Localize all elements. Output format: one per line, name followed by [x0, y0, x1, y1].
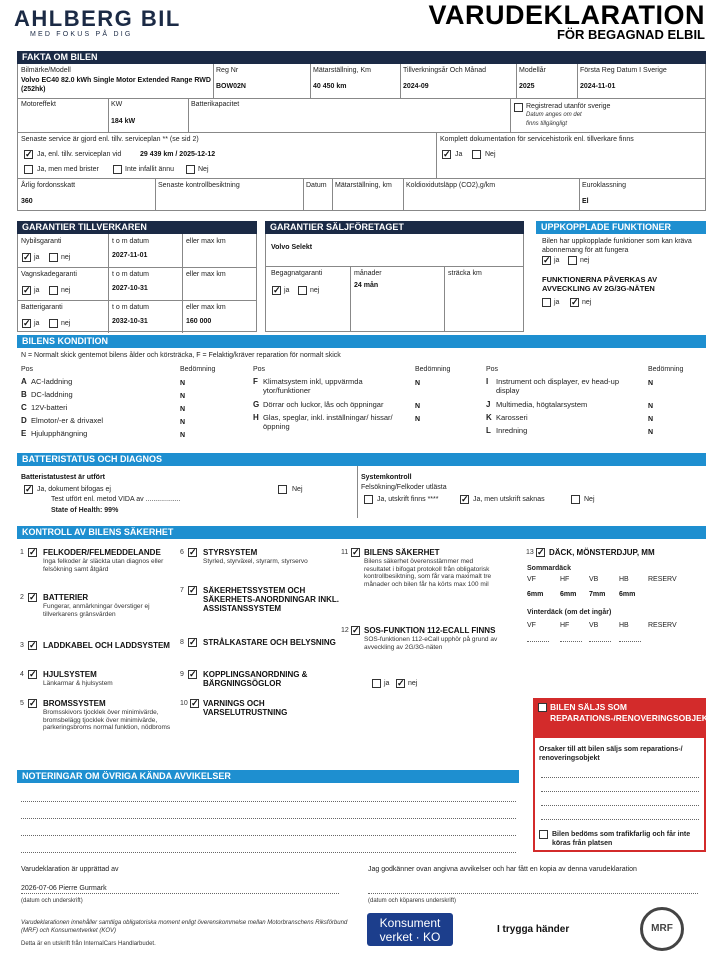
safety-item-number: 7 — [180, 587, 184, 594]
condition-letter: I — [486, 377, 489, 386]
modelyear-label: Modellår — [519, 67, 546, 74]
reparation-title: BILEN SÄLJS SOM REPARATIONS-/RENOVERINGSOBJEKT — [550, 702, 714, 723]
battery-test-label: Batteristatustest är utfört — [21, 474, 106, 481]
2g3g-no-checkbox[interactable]: ✓ — [571, 297, 579, 307]
warranty-label: Batterigaranti — [21, 304, 63, 311]
col-divider — [108, 267, 109, 300]
kondition-legend: N = Normalt skick gentemot bilens ålder och körsträcka, F = Felaktig/kräver reparation för normalt skick — [21, 352, 341, 359]
service-notdue-checkbox[interactable] — [113, 165, 122, 174]
safety-item-title: SOS-FUNKTION 112-ECALL FINNS — [364, 626, 496, 635]
registered-abroad-checkbox[interactable] — [514, 103, 523, 112]
unsafe-label: Bilen bedöms som trafikfarlig och får inte köras från platsen — [552, 831, 691, 847]
reg-label: Reg Nr — [216, 67, 239, 74]
trygga-text: I trygga händer — [497, 924, 570, 935]
section-noteringar-header: NOTERINGAR OM ÖVRIGA KÄNDA AVVIKELSER — [17, 770, 519, 783]
tire-col-winter: HB — [619, 622, 629, 629]
condition-item-label: Multimedia, högtalarsystem — [496, 400, 588, 409]
registered-abroad-label: Registrerad utanför sverige — [526, 103, 611, 110]
connected-no-checkbox[interactable] — [568, 256, 577, 265]
2g3g-yes-checkbox[interactable] — [542, 298, 551, 307]
safety-item-checkbox[interactable]: ✓ — [191, 698, 199, 708]
reg-value: BOW02N — [216, 83, 246, 90]
tire-summer-value: 6mm — [560, 591, 577, 598]
safety-item-checkbox[interactable]: ✓ — [189, 637, 197, 647]
warranty-no-label: nej — [61, 287, 71, 294]
condition-rating: N — [180, 393, 186, 400]
registered-abroad-note: Datum anges om det finns tillgängligt — [526, 112, 582, 127]
safety-item-number: 8 — [180, 639, 184, 646]
warranty-max-label: eller max km — [186, 304, 226, 311]
safety-item-number: 5 — [20, 700, 24, 707]
2g3g-yes-label: ja — [554, 299, 560, 306]
condition-rating: N — [180, 406, 186, 413]
mrf-seal-icon: MRF — [640, 907, 684, 951]
connected-no-label: nej — [580, 257, 590, 264]
service-no-label: Nej — [198, 166, 209, 173]
service-label: Senaste service är gjord enl. tillv. serviceplan ** (se sid 2) — [21, 136, 199, 143]
warranty-yes-label: ja — [34, 287, 40, 294]
winter-tires-label: Vinterdäck (om det ingår) — [527, 609, 612, 616]
reparation-checkbox[interactable] — [538, 703, 547, 712]
condition-rating: N — [648, 380, 654, 387]
condition-letter: L — [486, 426, 491, 435]
battery-soh: State of Health: 99% — [51, 507, 119, 514]
service-detail: 29 439 km / 2025-12-12 — [140, 151, 216, 158]
safety-item-desc: Länkarmar & hjulsystem — [43, 680, 113, 687]
signature-label-1: (datum och underskrift) — [21, 898, 83, 904]
condition-letter: A — [21, 377, 27, 386]
sys-no-label: Nej — [584, 496, 595, 503]
section-sakerhet-header: KONTROLL AV BILENS SÄKERHET — [17, 526, 706, 539]
tire-col-summer: VB — [589, 576, 599, 583]
safety-item-checkbox[interactable]: ✓ — [29, 592, 37, 602]
section-batteri-header: BATTERISTATUS OCH DIAGNOS — [17, 453, 706, 466]
condition-item-label: Klimatsystem inkl, uppvärmda ytor/funktioner — [263, 377, 363, 395]
service-yes-checkbox[interactable]: ✓ — [25, 149, 33, 159]
condition-item-label: 12V-batteri — [31, 403, 68, 412]
condition-rating: N — [415, 403, 421, 410]
col-divider — [108, 234, 109, 267]
begagnat-no-checkbox[interactable] — [298, 286, 307, 295]
reparation-reason: Orsaker till att bilen säljs som reparations-/ renoveringsobjekt — [539, 746, 683, 762]
sys-yes1-checkbox[interactable] — [364, 495, 373, 504]
safety-item-number: 6 — [180, 549, 184, 556]
battery-capacity-label: Batterikapacitet — [191, 101, 240, 108]
condition-letter: D — [21, 416, 27, 425]
safety-item-title: BATTERIER — [43, 593, 89, 602]
model-label: Bilmärke/Modell — [21, 67, 71, 74]
prepared-date-name: 2026-07-06 Pierre Gurmark — [21, 885, 107, 892]
safety-item-checkbox[interactable]: ✓ — [29, 669, 37, 679]
kw-value: 184 kW — [111, 118, 136, 125]
sys-yes1-label: Ja, utskrift finns **** — [377, 496, 439, 503]
kv-line2: verket · KO — [379, 930, 441, 944]
euro-value: El — [582, 198, 589, 205]
inspection-label: Senaste kontrollbesiktning — [158, 182, 240, 189]
tire-col-winter: VB — [589, 622, 599, 629]
safety-item-desc: Styrled, styrväxel, styrarm, styrservo — [203, 558, 308, 565]
begagnat-yes-label: ja — [284, 287, 290, 294]
condition-letter: E — [21, 429, 27, 438]
battery-test-method: Test utfört enl. metod VIDA av .................. — [51, 496, 181, 503]
safety-item-number: 4 — [20, 671, 24, 678]
safety-item-desc: Bilens säkerhet överensstämmer med resultatet i bifogat protokoll från obligatorisk kontrollbesiktning, som får vara maximalt tre månader och bilen får ha körts max 100 mil — [364, 558, 492, 588]
warranty-no-label: nej — [61, 320, 71, 327]
tire-col-winter: VF — [527, 622, 536, 629]
kw-label: KW — [111, 101, 123, 108]
signature-label-2: (datum och köparens underskrift) — [368, 898, 457, 904]
company-logo: AHLBERG BIL — [14, 6, 181, 31]
tire-summer-value: 6mm — [619, 591, 636, 598]
seller-warranty-value: Volvo Selekt — [271, 244, 313, 251]
row-divider — [17, 267, 257, 268]
row-divider — [17, 300, 257, 301]
section-garantier-tillverkaren-header: GARANTIER TILLVERKAREN — [17, 221, 257, 234]
sys-yes2-checkbox[interactable]: ✓ — [461, 494, 469, 504]
safety-item-title: DÄCK, MÖNSTERDJUP, MM — [549, 548, 655, 557]
safety-item-title: FELKODER/FELMEDDELANDE — [43, 548, 161, 557]
condition-letter: C — [21, 403, 27, 412]
document-title: VARUDEKLARATION — [428, 0, 705, 30]
safety-item-number: 10 — [180, 700, 188, 707]
warranty-tom-label: t o m datum — [112, 304, 149, 311]
inspection-meter-label: Mätarställning, km — [335, 182, 392, 189]
tire-winter-blank — [560, 641, 582, 642]
pos-header-1: Pos — [21, 366, 34, 373]
safety-item-checkbox[interactable]: ✓ — [189, 585, 197, 595]
company-tagline: MED FOKUS PÅ DIG — [30, 31, 133, 38]
tire-col-winter: HF — [560, 622, 570, 629]
warranty-no-checkbox[interactable] — [49, 253, 58, 262]
bed-header-1: Bedömning — [180, 366, 216, 373]
section-fakta-header: FAKTA OM BILEN — [17, 51, 706, 64]
section-uppkopplade-header: UPPKOPPLADE FUNKTIONER — [536, 221, 706, 234]
warranty-tom-label: t o m datum — [112, 271, 149, 278]
warranty-yes-checkbox[interactable]: ✓ — [23, 318, 31, 328]
sos-no-label: nej — [408, 680, 418, 687]
modelyear-value: 2025 — [519, 83, 535, 90]
safety-item-checkbox[interactable]: ✓ — [352, 547, 360, 557]
service-defects-checkbox[interactable] — [24, 165, 33, 174]
col-divider — [182, 267, 183, 300]
condition-rating: N — [648, 416, 654, 423]
bed-header-2: Bedömning — [415, 366, 451, 373]
sos-no-checkbox[interactable]: ✓ — [397, 678, 405, 688]
condition-rating: N — [648, 403, 654, 410]
sos-yes-label: ja — [384, 680, 390, 687]
safety-item-number: 12 — [341, 627, 349, 634]
warranty-yes-label: ja — [34, 254, 40, 261]
safety-item-checkbox[interactable]: ✓ — [29, 698, 37, 708]
condition-item-label: AC-laddning — [31, 377, 73, 386]
system-check-label: Systemkontroll — [361, 474, 412, 481]
service-defects-label: Ja, men med brister — [37, 166, 99, 173]
condition-rating: N — [648, 429, 654, 436]
condition-rating: N — [180, 380, 186, 387]
pos-header-2: Pos — [253, 366, 266, 373]
manader-value: 24 mån — [354, 282, 379, 289]
tire-col-winter: RESERV — [648, 622, 677, 629]
docs-label: Komplett dokumentation för servicehistorik enl. tillverkare finns — [440, 136, 634, 143]
tire-winter-blank — [527, 641, 549, 642]
condition-item-label: DC-laddning — [31, 390, 73, 399]
warranty-no-checkbox[interactable] — [49, 319, 58, 328]
year-value: 2024-09 — [403, 83, 429, 90]
printout-text: Detta är en utskrift från InternalCars Handlarbudet. — [21, 941, 156, 947]
docs-no-checkbox[interactable] — [472, 150, 481, 159]
sys-yes2-label: Ja, men utskrift saknas — [473, 496, 545, 503]
agree-label: Jag godkänner ovan angivna avvikelser och har fått en kopia av denna varudeklaration — [368, 866, 637, 873]
warranty-date: 2027-10-31 — [112, 285, 148, 292]
km-label: Mätarställning, Km — [313, 67, 371, 74]
tire-col-summer: RESERV — [648, 576, 677, 583]
condition-item-label: Glas, speglar, inkl. inställningar/ hissar/öppning — [263, 413, 393, 431]
warranty-no-label: nej — [61, 254, 71, 261]
warranty-yes-checkbox[interactable]: ✓ — [23, 252, 31, 262]
condition-item-label: Instrument och displayer, ev head-up display — [496, 377, 619, 395]
safety-item-number: 9 — [180, 671, 184, 678]
warranty-yes-checkbox[interactable]: ✓ — [23, 285, 31, 295]
kv-line1: Konsument — [379, 916, 441, 930]
service-yes-label: Ja, enl. tillv. serviceplan vid — [37, 151, 122, 158]
section-kondition-header: BILENS KONDITION — [17, 335, 706, 348]
warranty-max-label: eller max km — [186, 238, 226, 245]
tax-value: 360 — [21, 198, 33, 205]
safety-item-title: BILENS SÄKERHET — [364, 548, 440, 557]
warranty-km: 160 000 — [186, 318, 212, 325]
safety-item-title: HJULSYSTEM — [43, 670, 97, 679]
year-label: Tillverkningsår Och Månad — [403, 67, 486, 74]
begagnatgaranti-label: Begagnatgaranti — [271, 270, 323, 277]
safety-item-title: LADDKABEL OCH LADDSYSTEM — [43, 641, 170, 650]
2g3g-question: FUNKTIONERNA PÅVERKAS AV AVVECKLING AV 2G/3G-NÄTEN — [542, 275, 658, 293]
connected-yes-checkbox[interactable]: ✓ — [543, 255, 551, 265]
power-label: Motoreffekt — [21, 101, 56, 108]
connected-yes-label: ja — [554, 257, 560, 264]
safety-item-checkbox[interactable]: ✓ — [537, 547, 545, 557]
warranty-yes-label: ja — [34, 320, 40, 327]
safety-item-checkbox[interactable]: ✓ — [29, 547, 37, 557]
warranty-label: Nybilsgaranti — [21, 238, 62, 245]
safety-item-title: SÄKERHETSSYSTEM OCH SÄKERHETS-ANORDNINGAR INKL. ASSISTANSSYSTEM — [203, 586, 339, 613]
km-value: 40 450 km — [313, 83, 347, 90]
col-divider — [182, 300, 183, 333]
safety-item-number: 13 — [526, 549, 534, 556]
tire-col-summer: VF — [527, 576, 536, 583]
section-garantier-salj-header: GARANTIER SÄLJFÖRETAGET — [265, 221, 524, 234]
tire-col-summer: HB — [619, 576, 629, 583]
safety-item-checkbox[interactable]: ✓ — [189, 669, 197, 679]
service-no-checkbox[interactable] — [186, 165, 195, 174]
stracka-label: sträcka km — [448, 270, 482, 277]
safety-item-checkbox[interactable]: ✓ — [189, 547, 197, 557]
sos-yes-checkbox[interactable] — [372, 679, 381, 688]
2g3g-no-label: nej — [582, 299, 592, 306]
warranty-label: Vagnskadegaranti — [21, 271, 77, 278]
tire-col-summer: HF — [560, 576, 570, 583]
system-check-sub: Felsökning/Felkoder utlästa — [361, 484, 447, 491]
battery-test-no-label: Nej — [292, 486, 303, 493]
condition-item-label: Dörrar och luckor, lås och öppningar — [263, 400, 384, 409]
firstreg-value: 2024-11-01 — [580, 83, 616, 90]
safety-item-desc: SOS-funktionen 112-eCall upphör på grund av avveckling av 2G/3G-näten — [364, 636, 498, 651]
condition-rating: N — [415, 380, 421, 387]
sys-no-checkbox[interactable] — [571, 495, 580, 504]
docs-no-label: Nej — [485, 151, 496, 158]
battery-test-no-checkbox[interactable] — [278, 485, 287, 494]
safety-item-desc: Inga felkoder är släckta utan diagnos eller felsökning samt åtgärd — [43, 558, 164, 573]
service-notdue-label: Inte infallit ännu — [125, 166, 175, 173]
safety-item-desc: Bromsskivors tjocklek över minimivärde, bromsbelägg tjocklek över minimivärde, parkeringsbroms normal funktion, nödbroms — [43, 709, 171, 731]
document-subtitle: FÖR BEGAGNAD ELBIL — [556, 27, 705, 42]
warranty-date: 2032-10-31 — [112, 318, 148, 325]
condition-letter: G — [253, 400, 260, 409]
warranty-tom-label: t o m datum — [112, 238, 149, 245]
bed-header-3: Bedömning — [648, 366, 684, 373]
summer-tires-label: Sommardäck — [527, 565, 571, 572]
euro-label: Euroklassning — [582, 182, 626, 189]
condition-letter: K — [486, 413, 492, 422]
safety-item-checkbox[interactable]: ✓ — [352, 625, 360, 635]
safety-item-title: KOPPLINGSANORDNING & BÄRGNINGSÖGLOR — [203, 670, 308, 688]
col-divider — [182, 234, 183, 267]
docs-yes-label: Ja — [455, 151, 463, 158]
battery-test-yes-checkbox[interactable]: ✓ — [25, 484, 33, 494]
safety-item-number: 2 — [20, 594, 24, 601]
condition-letter: F — [253, 377, 258, 386]
safety-item-title: STYRSYSTEM — [203, 548, 258, 557]
condition-rating: N — [180, 419, 186, 426]
condition-rating: N — [180, 432, 186, 439]
condition-item-label: Inredning — [496, 426, 528, 435]
firstreg-label: Första Reg Datum I Sverige — [580, 67, 667, 74]
legal-text: Varudeklarationen innehåller samtliga obligatoriska moment enligt överenskommelse mellan Motorbranschens Riksförbund (MRF) och Konsumentverket (KOV) — [21, 920, 348, 934]
condition-letter: J — [486, 400, 491, 409]
begagnat-yes-checkbox[interactable]: ✓ — [273, 285, 281, 295]
condition-letter: B — [21, 390, 27, 399]
warranty-date: 2027-11-01 — [112, 252, 148, 259]
docs-yes-checkbox[interactable]: ✓ — [443, 149, 451, 159]
safety-item-number: 11 — [341, 549, 349, 556]
safety-item-number: 3 — [20, 642, 24, 649]
model-value: Volvo EC40 82.0 kWh Single Motor Extended Range RWD (252hk) — [21, 77, 211, 93]
connected-question: Bilen har uppkopplade funktioner som kan kräva abonnemang för att fungera — [542, 238, 692, 254]
tire-summer-value: 6mm — [527, 591, 544, 598]
col-divider — [108, 300, 109, 333]
prepared-by-label: Varudeklaration är upprättad av — [21, 866, 119, 873]
tire-winter-blank — [589, 641, 611, 642]
safety-item-title: VARNINGS OCH VARSELUTRUSTNING — [203, 699, 288, 717]
safety-item-title: BROMSSYSTEM — [43, 699, 106, 708]
condition-item-label: Hjulupphängning — [31, 429, 88, 438]
tire-winter-blank — [619, 641, 641, 642]
safety-item-checkbox[interactable]: ✓ — [29, 640, 37, 650]
manader-label: månader — [354, 270, 382, 277]
safety-item-title: STRÅLKASTARE OCH BELYSNING — [203, 638, 336, 647]
pos-header-3: Pos — [486, 366, 499, 373]
warranty-max-label: eller max km — [186, 271, 226, 278]
safety-item-number: 1 — [20, 549, 24, 556]
safety-item-desc: Fungerar, anmärkningar överstiger ej tillverkarens gränsvärden — [43, 603, 150, 618]
battery-test-yes-label: Ja, dokument bifogas ej — [37, 486, 111, 493]
condition-item-label: Elmotor/-er & drivaxel — [31, 416, 104, 425]
warranty-no-checkbox[interactable] — [49, 286, 58, 295]
co2-label: Koldioxidutsläpp (CO2),g/km — [406, 182, 496, 189]
condition-rating: N — [415, 416, 421, 423]
condition-item-label: Karosseri — [496, 413, 528, 422]
inspection-date-label: Datum — [306, 182, 327, 189]
tax-label: Årlig fordonsskatt — [21, 182, 76, 189]
unsafe-checkbox[interactable] — [539, 830, 548, 839]
condition-letter: H — [253, 413, 259, 422]
begagnat-no-label: nej — [310, 287, 320, 294]
tire-summer-value: 7mm — [589, 591, 606, 598]
konsumentverket-logo — [367, 913, 453, 946]
